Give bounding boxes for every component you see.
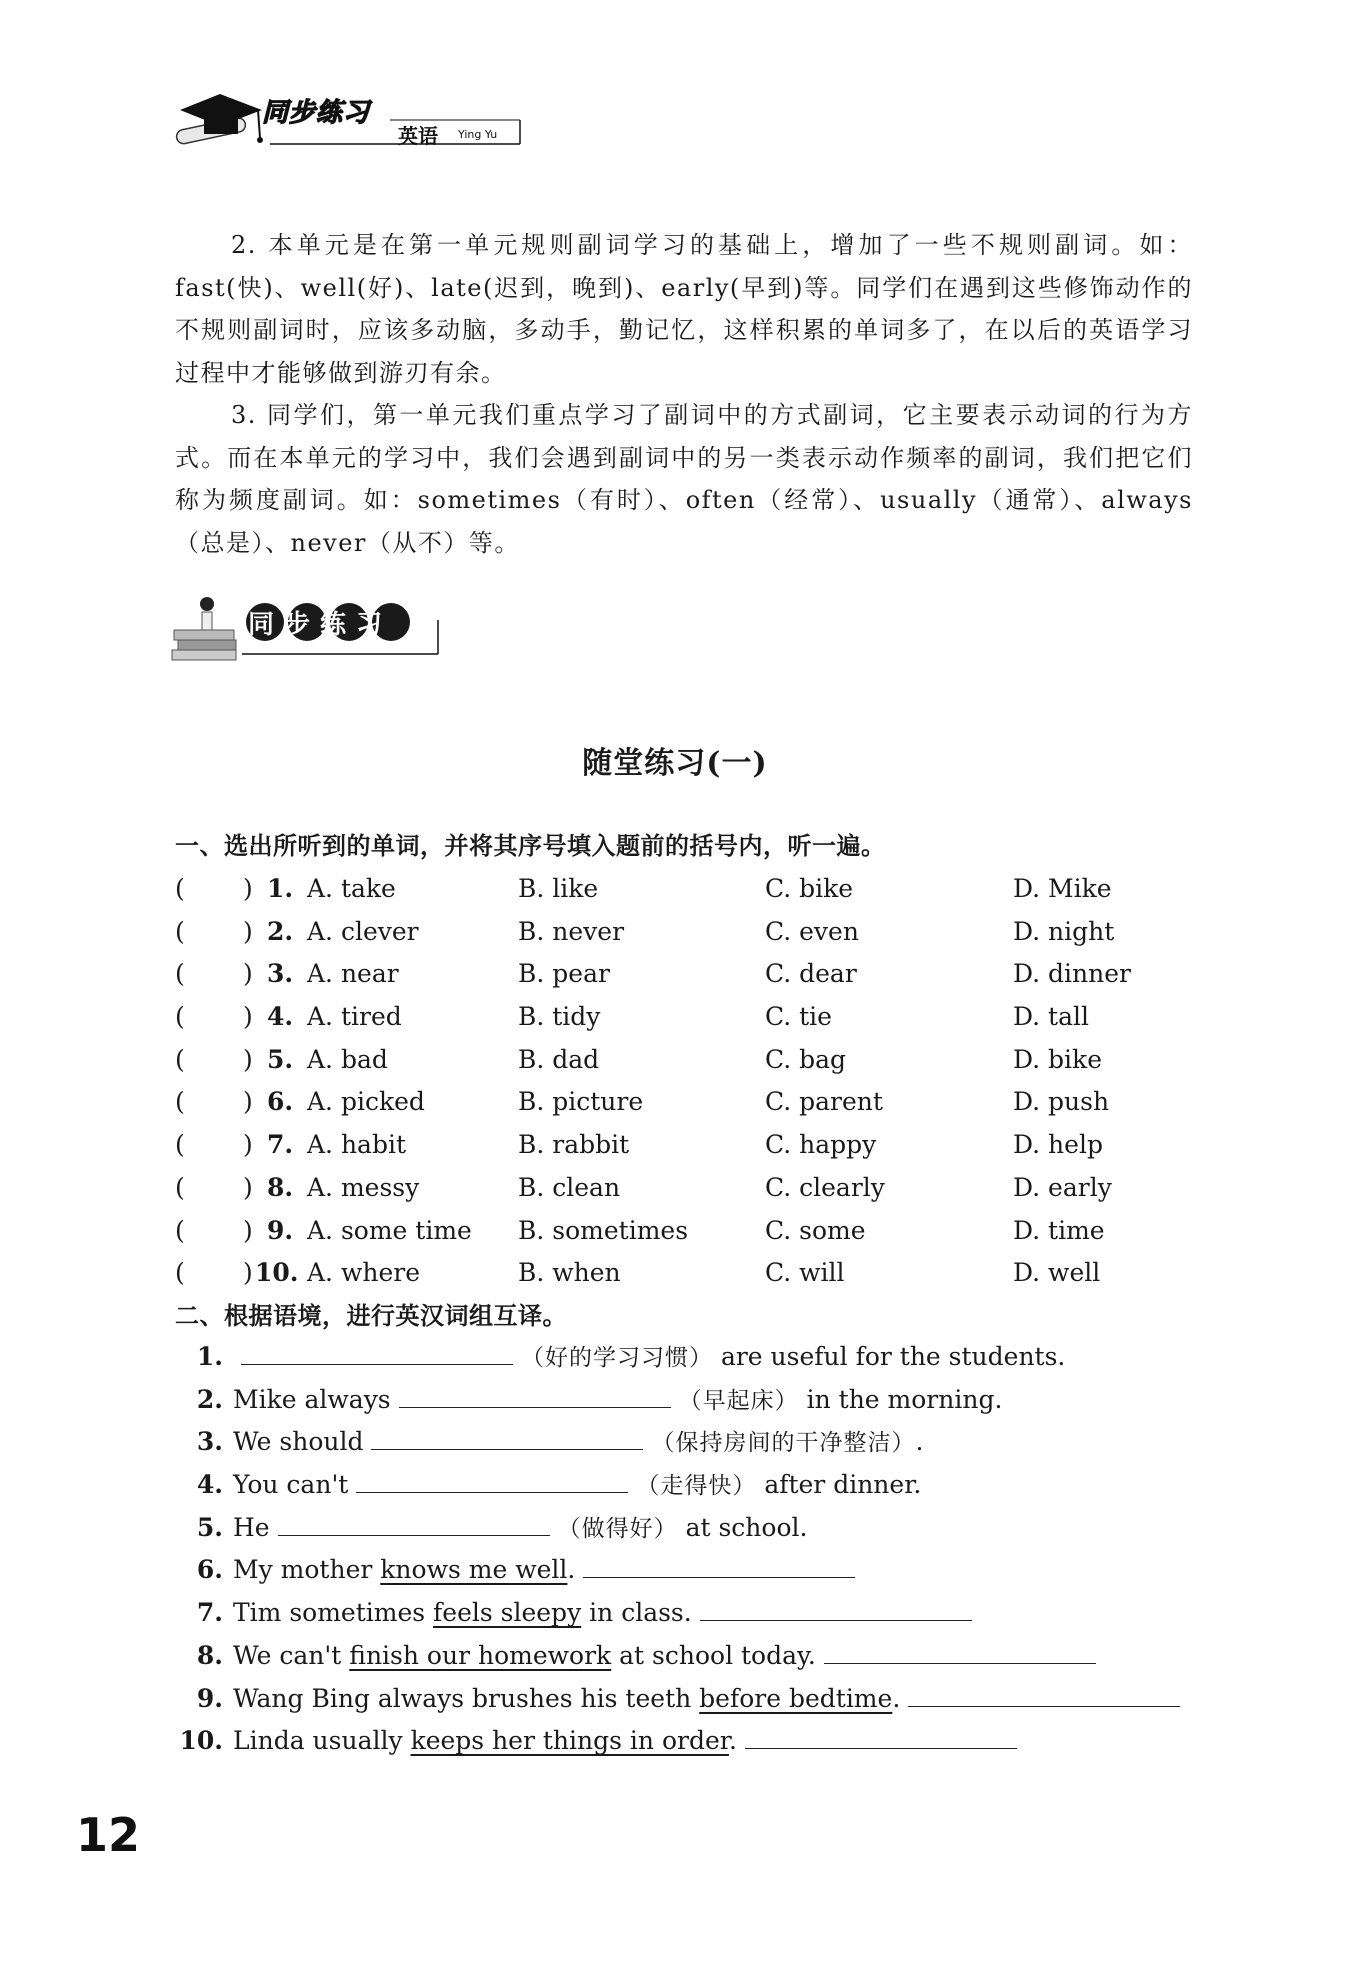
- option-b: B. clean: [518, 1172, 621, 1202]
- page-header: [170, 80, 530, 160]
- intro-paragraph-2: 2. 本单元是在第一单元规则副词学习的基础上，增加了一些不规则副词。如：fast(快)、well(好)、late(迟到，晚到)、early(早到)等。同学们在遇到这些修饰动作的不规则副词时，应该多动脑，多动手，勤记忆，这样积累的单词多了，在以后的英语学习过程中才能够做到游刃有余。: [175, 231, 1193, 387]
- underlined-phrase: feels sleepy: [433, 1598, 582, 1628]
- answer-paren-left: (: [175, 1002, 185, 1032]
- list-item: [175, 1633, 1195, 1676]
- answer-blank[interactable]: [908, 1676, 1180, 1707]
- option-b: B. pear: [518, 959, 610, 989]
- exercise-title: 随堂练习(一): [582, 746, 768, 781]
- answer-paren-left: (: [175, 916, 185, 946]
- answer-blank[interactable]: [356, 1462, 628, 1493]
- option-a: A. bad: [307, 1044, 388, 1074]
- banner-label: 同步练习: [248, 610, 393, 640]
- sentence-end: .: [892, 1683, 901, 1713]
- option-b: B. rabbit: [518, 1130, 630, 1160]
- answer-paren-left: (: [175, 1215, 185, 1245]
- sentence-end: .: [915, 1427, 924, 1457]
- list-item: [175, 1590, 1195, 1633]
- option-b: B. tidy: [518, 1002, 601, 1032]
- answer-blank[interactable]: [583, 1547, 855, 1578]
- question-number: 3.: [196, 1427, 223, 1457]
- sentence-start: He: [233, 1512, 270, 1542]
- question-number: 9.: [196, 1683, 223, 1713]
- option-b: B. never: [518, 916, 625, 946]
- question-number: 1.: [267, 874, 294, 903]
- intro-paragraph-3: 3. 同学们，第一单元我们重点学习了副词中的方式副词，它主要表示动词的行为方式。而在本单元的学习中，我们会遇到副词中的另一类表示动作频率的副词，我们把它们称为频度副词。如：sometimes（有时）、often（经常）、usually（通常）、always（总是）、never（从不）等。: [175, 401, 1193, 557]
- question-number: 10.: [255, 1258, 299, 1288]
- answer-paren-right: ): [243, 1044, 253, 1074]
- list-item: [175, 953, 1195, 996]
- sentence-end: after dinner.: [764, 1470, 922, 1500]
- part1-question-list: [175, 868, 1195, 1295]
- option-c: C. will: [765, 1258, 845, 1288]
- list-item: [175, 1167, 1195, 1210]
- answer-paren-left: (: [175, 1087, 185, 1117]
- underlined-phrase: finish our homework: [349, 1640, 612, 1670]
- answer-paren-left: (: [175, 1044, 185, 1074]
- question-number: 8.: [196, 1640, 223, 1670]
- underlined-phrase: before bedtime: [699, 1683, 893, 1713]
- list-item: [175, 1334, 1195, 1377]
- part2-question-list: [175, 1334, 1195, 1761]
- answer-paren-right: ): [243, 959, 253, 989]
- list-item: [175, 911, 1195, 954]
- answer-blank[interactable]: [700, 1590, 972, 1621]
- sentence-start: My mother: [233, 1555, 373, 1585]
- option-d: D. night: [1013, 916, 1115, 946]
- option-d: D. well: [1013, 1258, 1101, 1288]
- question-number: 7.: [267, 1130, 294, 1160]
- list-item: [175, 1210, 1195, 1253]
- header-subject: 英语: [398, 124, 438, 148]
- option-a: A. messy: [307, 1172, 420, 1202]
- option-c: C. even: [765, 916, 859, 946]
- option-c: C. some: [765, 1215, 866, 1245]
- question-number: 6.: [267, 1087, 294, 1117]
- list-item: [175, 1676, 1195, 1719]
- question-number: 1.: [196, 1342, 223, 1371]
- sentence-start: Tim sometimes: [233, 1598, 426, 1628]
- question-number: 5.: [196, 1512, 223, 1542]
- sentence-start: You can't: [233, 1470, 349, 1500]
- question-number: 10.: [179, 1726, 223, 1756]
- answer-paren-left: (: [175, 1258, 185, 1288]
- option-d: D. Mike: [1013, 874, 1112, 903]
- header-title: 同步练习: [262, 98, 371, 128]
- option-a: A. picked: [307, 1087, 425, 1117]
- option-c: C. dear: [765, 959, 857, 989]
- sentence-start: We can't: [233, 1640, 342, 1670]
- option-c: C. parent: [765, 1087, 883, 1117]
- sentence-end: .: [567, 1555, 576, 1585]
- option-a: A. clever: [307, 916, 419, 946]
- page-number: 12: [76, 1808, 141, 1862]
- option-b: B. when: [518, 1258, 621, 1288]
- option-c: C. tie: [765, 1002, 832, 1032]
- option-b: B. sometimes: [518, 1215, 689, 1245]
- answer-blank[interactable]: [745, 1718, 1017, 1749]
- option-a: A. tired: [307, 1002, 402, 1032]
- sentence-start: Linda usually: [233, 1726, 403, 1756]
- question-number: 2.: [196, 1384, 223, 1414]
- option-b: B. dad: [518, 1044, 600, 1074]
- answer-blank[interactable]: [241, 1334, 513, 1365]
- question-number: 3.: [267, 959, 294, 989]
- list-item: [175, 1081, 1195, 1124]
- question-number: 4.: [267, 1002, 294, 1032]
- sentence-start: Wang Bing always brushes his teeth: [233, 1683, 692, 1713]
- intro-text: [175, 224, 1193, 564]
- sentence-end: .: [728, 1726, 737, 1756]
- question-number: 2.: [267, 916, 294, 946]
- answer-paren-right: ): [243, 916, 253, 946]
- option-a: A. where: [307, 1258, 420, 1288]
- option-b: B. like: [518, 874, 599, 903]
- option-d: D. early: [1013, 1172, 1112, 1202]
- chinese-hint: （做得好）: [557, 1515, 678, 1542]
- list-item: [175, 1252, 1195, 1295]
- answer-paren-left: (: [175, 874, 185, 903]
- sentence-end: at school today.: [619, 1640, 816, 1670]
- answer-blank[interactable]: [371, 1419, 643, 1450]
- option-d: D. dinner: [1013, 959, 1131, 989]
- sentence-start: We should: [233, 1427, 364, 1457]
- option-d: D. tall: [1013, 1002, 1089, 1032]
- question-number: 7.: [196, 1598, 223, 1628]
- answer-paren-right: ): [243, 1130, 253, 1160]
- answer-paren-right: ): [243, 1002, 253, 1032]
- option-a: A. habit: [307, 1130, 406, 1160]
- answer-paren-right: ): [243, 1258, 253, 1288]
- answer-blank[interactable]: [278, 1505, 550, 1536]
- chinese-hint: （走得快）: [636, 1473, 757, 1500]
- option-d: D. help: [1013, 1130, 1103, 1160]
- section-banner: [170, 590, 450, 670]
- answer-paren-right: ): [243, 1172, 253, 1202]
- list-item: [175, 1505, 1195, 1548]
- list-item: [175, 1547, 1195, 1590]
- answer-paren-left: (: [175, 1172, 185, 1202]
- list-item: [175, 868, 1195, 911]
- option-a: A. near: [307, 959, 399, 989]
- option-d: D. bike: [1013, 1044, 1102, 1074]
- answer-paren-left: (: [175, 1130, 185, 1160]
- option-b: B. picture: [518, 1087, 644, 1117]
- part2-heading: 二、根据语境，进行英汉词组互译。: [175, 1302, 567, 1330]
- answer-paren-left: (: [175, 959, 185, 989]
- question-number: 9.: [267, 1215, 294, 1245]
- question-number: 4.: [196, 1470, 223, 1500]
- list-item: [175, 996, 1195, 1039]
- answer-paren-right: ): [243, 1087, 253, 1117]
- list-item: [175, 1039, 1195, 1082]
- sentence-start: Mike always: [233, 1384, 391, 1414]
- list-item: [175, 1419, 1195, 1462]
- sentence-end: in class.: [589, 1598, 692, 1628]
- underlined-phrase: knows me well: [380, 1555, 568, 1585]
- option-a: A. take: [307, 874, 396, 903]
- chinese-hint: （好的学习习惯）: [521, 1345, 713, 1371]
- option-d: D. time: [1013, 1215, 1105, 1245]
- list-item: [175, 1462, 1195, 1505]
- question-number: 8.: [267, 1172, 294, 1202]
- list-item: [175, 1124, 1195, 1167]
- sentence-end: in the morning.: [806, 1384, 1003, 1414]
- answer-paren-right: ): [243, 874, 253, 903]
- option-a: A. some time: [307, 1215, 472, 1245]
- answer-blank[interactable]: [399, 1377, 671, 1408]
- sentence-end: are useful for the students.: [720, 1342, 1066, 1371]
- question-number: 6.: [196, 1555, 223, 1585]
- option-c: C. happy: [765, 1130, 877, 1160]
- option-c: C. bike: [765, 874, 854, 903]
- chinese-hint: （早起床）: [678, 1387, 799, 1414]
- sentence-end: at school.: [685, 1512, 808, 1542]
- option-d: D. push: [1013, 1087, 1110, 1117]
- list-item: [175, 1718, 1195, 1761]
- part1-heading: 一、选出所听到的单词，并将其序号填入题前的括号内，听一遍。: [175, 832, 886, 860]
- option-c: C. clearly: [765, 1172, 885, 1202]
- option-c: C. bag: [765, 1044, 847, 1074]
- answer-paren-right: ): [243, 1215, 253, 1245]
- list-item: [175, 1377, 1195, 1420]
- chinese-hint: （保持房间的干净整洁）: [651, 1430, 916, 1457]
- underlined-phrase: keeps her things in order: [410, 1726, 729, 1756]
- question-number: 5.: [267, 1044, 294, 1074]
- header-pinyin: Ying Yu: [458, 128, 498, 141]
- answer-blank[interactable]: [824, 1633, 1096, 1664]
